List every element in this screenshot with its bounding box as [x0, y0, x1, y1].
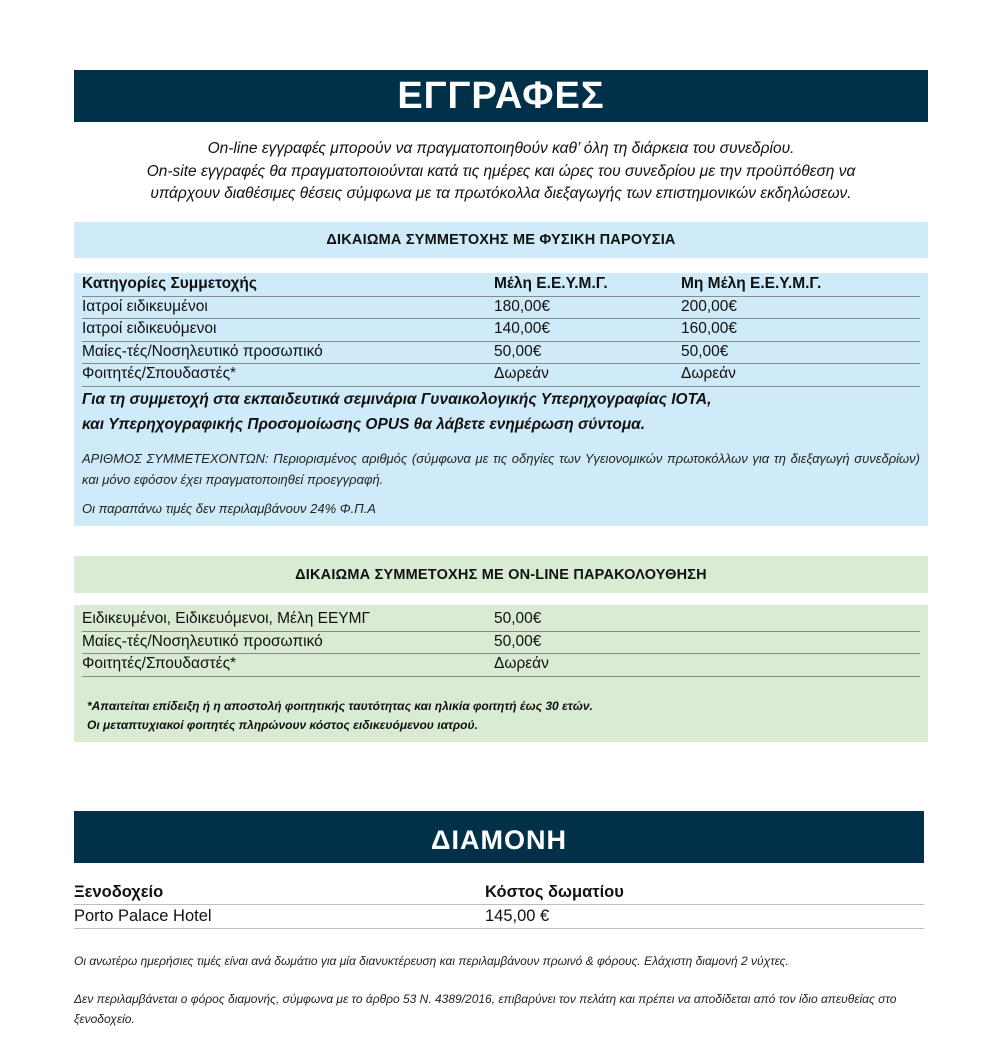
category-cell: Μαίες-τές/Νοσηλευτικό προσωπικό [82, 342, 323, 360]
student-note [87, 697, 917, 735]
table-row [82, 318, 920, 342]
non-member-fee-cell: 200,00€ [681, 297, 738, 315]
table-row [82, 341, 920, 365]
intro-line: On-line εγγραφές μπορούν να πραγματοποιηθούν καθ’ όλη τη διάρκεια του συνεδρίου. [207, 140, 795, 157]
seminar-note-line: Για τη συμμετοχή στα εκπαιδευτικά σεμινάρια Γυναικολογικής Υπερηχογραφίας ΙΟΤΑ, [82, 391, 712, 408]
category-cell: Φοιτητές/Σπουδαστές* [82, 365, 237, 382]
online-attendance-heading: ΔΙΚΑΙΩΜΑ ΣΥΜΜΕΤΟΧΗΣ ΜΕ ON-LINE ΠΑΡΑΚΟΛΟΥΘΗΣΗ [74, 556, 928, 593]
intro-line: On-site εγγραφές θα πραγματοποιούνται κατά τις ημέρες και ώρες του συνεδρίου με την προϋπόθεση να [146, 162, 856, 180]
seminar-note [82, 387, 920, 437]
table-row [82, 296, 920, 320]
table-row [74, 904, 924, 929]
accommodation-title: ΔΙΑΜΟΝΗ [74, 811, 924, 863]
table-header-row [82, 273, 920, 297]
column-header-members: Μέλη Ε.Ε.Υ.Μ.Γ. [494, 275, 608, 292]
physical-fees-table [74, 273, 928, 526]
seminar-note-line: και Υπερηχογραφικής Προσομοίωσης OPUS θα λάβετε ενημέρωση σύντομα. [82, 416, 646, 433]
column-header-room-cost: Κόστος δωματίου [485, 883, 624, 901]
participants-note: ΑΡΙΘΜΟΣ ΣΥΜΜΕΤΕΧΟΝΤΩΝ: Περιορισμένος αριθμός (σύμφωνα με τις οδηγίες των Υγειονομικών πρωτοκόλλων για τη διεξαγωγή συνεδρίων) και μόνο εφόσον έχει πραγματοποιηθεί προεγγραφή. [82, 451, 920, 487]
physical-attendance-heading: ΔΙΚΑΙΩΜΑ ΣΥΜΜΕΤΟΧΗΣ ΜΕ ΦΥΣΙΚΗ ΠΑΡΟΥΣΙΑ [74, 222, 928, 258]
column-header-category: Κατηγορίες Συμμετοχής [82, 275, 257, 292]
category-cell: Ιατροί ειδικευόμενοι [82, 320, 217, 337]
online-fees-table [74, 605, 928, 742]
tax-note: Δεν περιλαμβάνεται ο φόρος διαμονής, σύμφωνα με το άρθρο 53 Ν. 4389/2016, επιβαρύνει τον πελάτη και πρέπει να αποδίδεται από τον ίδιο απευθείας στο ξενοδοχείο. [74, 992, 897, 1026]
column-header-hotel: Ξενοδοχείο [74, 883, 164, 901]
table-row [82, 363, 920, 387]
category-cell: Ειδικευμένοι, Ειδικευόμενοι, Μέλη ΕΕΥΜΓ [82, 610, 371, 627]
hotel-name-cell: Porto Palace Hotel [74, 907, 212, 925]
vat-note: Οι παραπάνω τιμές δεν περιλαμβάνουν 24% Φ.Π.Α [82, 501, 376, 516]
non-member-fee-cell: Δωρεάν [681, 365, 736, 382]
registrations-intro [74, 138, 928, 206]
non-member-fee-cell: 160,00€ [681, 320, 738, 337]
member-fee-cell: 50,00€ [494, 342, 542, 360]
table-header-row [74, 880, 924, 905]
student-note-line: *Απαιτείται επίδειξη ή η αποστολή φοιτητικής ταυτότητας και ηλικία φοιτητή έως 30 ετών. [87, 699, 593, 713]
room-cost-cell: 145,00 € [485, 907, 550, 925]
table-row [82, 631, 920, 655]
fee-cell: 50,00€ [494, 610, 542, 627]
table-row [82, 653, 920, 677]
member-fee-cell: 140,00€ [494, 320, 551, 337]
category-cell: Μαίες-τές/Νοσηλευτικό προσωπικό [82, 632, 323, 650]
fee-cell: Δωρεάν [494, 655, 549, 672]
student-note-line: Οι μεταπτυχιακοί φοιτητές πληρώνουν κόστος ειδικευόμενου ιατρού. [87, 718, 478, 732]
column-header-non-members: Μη Μέλη Ε.Ε.Υ.Μ.Γ. [681, 275, 822, 292]
member-fee-cell: Δωρεάν [494, 365, 549, 382]
fee-cell: 50,00€ [494, 632, 542, 650]
member-fee-cell: 180,00€ [494, 297, 551, 315]
intro-line: υπάρχουν διαθέσιμες θέσεις σύμφωνα με τα πρωτόκολλα διεξαγωγής των επιστημονικών εκδηλώσεων. [150, 185, 852, 202]
category-cell: Φοιτητές/Σπουδαστές* [82, 655, 237, 672]
category-cell: Ιατροί ειδικευμένοι [82, 297, 208, 315]
non-member-fee-cell: 50,00€ [681, 342, 729, 360]
table-row [82, 608, 920, 632]
registrations-title: ΕΓΓΡΑΦΕΣ [74, 70, 928, 122]
accommodation-note: Οι ανωτέρω ημερήσιες τιμές είναι ανά δωμάτιο για μία διανυκτέρευση και περιλαμβάνουν πρωινό & φόρους. Ελάχιστη διαμονή 2 νύχτες. [74, 954, 789, 968]
